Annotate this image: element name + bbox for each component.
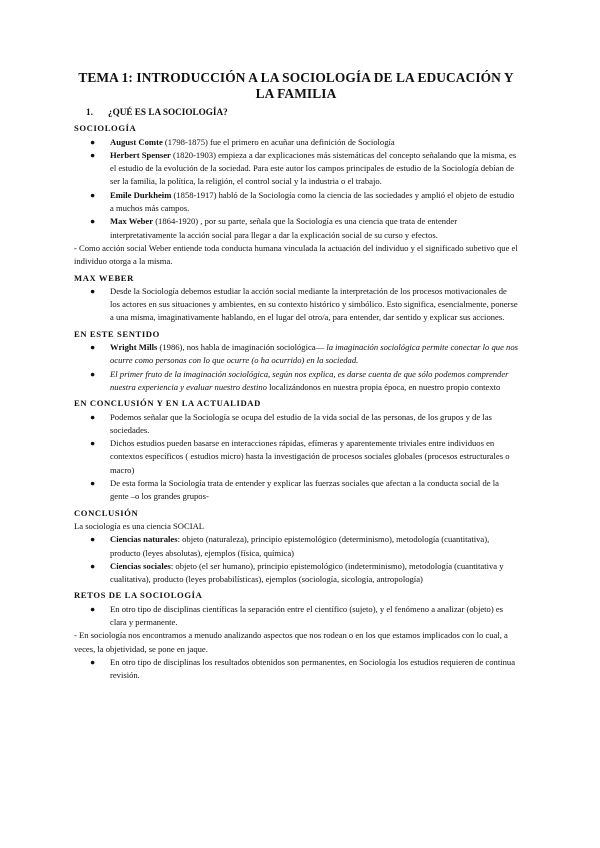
bullet-icon: ● (90, 438, 96, 449)
list-item: ● Max Weber (1864-1920) , por su parte, señala que la Sociología es una ciencia que trata de entender interpretativamente la acción social para llegar a dar la explicación social de su curso y efectos. (90, 216, 458, 240)
list-item: ● Ciencias naturales: objeto (naturaleza), principio epistemológico (determinismo), metodología (cuantitativa), producto (leyes absolutas), ejemplos (física, química) (90, 534, 490, 558)
section-label: ¿QUÉ ES LA SOCIOLOGÍA? (108, 107, 228, 117)
sentido-list (74, 341, 518, 394)
conclusion-actualidad-list (74, 411, 518, 504)
heading-retos: RETOS DE LA SOCIOLOGÍA (74, 590, 203, 601)
sociologia-list (74, 136, 518, 242)
bullet-icon: ● (90, 656, 96, 667)
bullet-icon: ● (90, 285, 96, 296)
document-title: TEMA 1: INTRODUCCIÓN A LA SOCIOLOGÍA DE LA EDUCACIÓN Y LA FAMILIA (78, 70, 514, 101)
heading-sociologia: SOCIOLOGÍA (74, 123, 137, 134)
retos-list-1 (74, 603, 518, 630)
list-item: ● Wright Mills (1986), nos habla de imaginación sociológica— la imaginación sociológica permite conectar lo que nos ocurre como personas con lo que ocurre (o ha ocurrido) en la sociedad. (90, 342, 518, 366)
conclusion-intro: La sociología es una ciencia SOCIAL (74, 520, 205, 531)
heading-conclusion-actualidad: EN CONCLUSIÓN Y EN LA ACTUALIDAD (74, 398, 261, 409)
heading-max-weber: MAX WEBER (74, 272, 134, 283)
bullet-icon: ● (90, 149, 96, 160)
bullet-icon: ● (90, 534, 96, 545)
bullet-icon: ● (90, 136, 96, 147)
list-item: ● Herbert Spenser (1820-1903) empieza a dar explicaciones más sistemáticas del concepto señalando que la misma, es el estudio de la evolución de la sociedad. Para este autor los campos principales de estudio de la Sociología debían de ser la familia, la política, la religión, el control social y la industria o el trabajo. (90, 149, 517, 187)
heading-en-este-sentido: EN ESTE SENTIDO (74, 328, 160, 339)
section-number: 1. (86, 107, 93, 117)
bullet-icon: ● (90, 560, 96, 571)
bullet-icon: ● (90, 216, 96, 227)
retos-note: - En sociología nos encontramos a menudo analizando aspectos que nos rodean o en los que estamos implicados con lo cual, a veces, la objetividad, se pone en jaque. (74, 630, 508, 654)
list-item: ● De esta forma la Sociología trata de entender y explicar las fuerzas sociales que afectan a la conducta social de la gente –o los grandes grupos- (90, 478, 499, 502)
bullet-icon: ● (90, 342, 96, 353)
conclusion-list (74, 533, 518, 586)
list-item: ● Emile Durkheim (1858-1917) habló de la Sociología como la ciencia de las sociedades y amplió el objeto de estudio a muchos más campos. (90, 189, 515, 214)
bullet-icon: ● (90, 368, 96, 379)
bullet-icon: ● (90, 411, 96, 422)
list-item: ● Dichos estudios pueden basarse en interacciones rápidas, efímeras y aparentemente triviales entre individuos en contextos específicos ( estudios micro) hasta la investigación de procesos sociales globales (procesos estructurales o macro) (90, 438, 510, 475)
list-item: ● August Comte (1798-1875) fue el primero en acuñar una definición de Sociología (74, 136, 518, 149)
list-item: ● En otro tipo de disciplinas científicas la separación entre el científico (sujeto), y el fenómeno a analizar (objeto) es clara y permanente. (90, 603, 504, 627)
bullet-icon: ● (90, 189, 96, 200)
list-item: ● Desde la Sociología debemos estudiar la acción social mediante la interpretación de los procesos motivacionales de los actores en sus situaciones y ambientes, en su contexto histórico y simbólico. Esto significa, esencialmente, ponerse a una misma, imaginativamente hablando, en el lugar del otro/a, para entender, dar sentido y explicar sus acciones. (90, 285, 518, 323)
list-item: ● Podemos señalar que la Sociología se ocupa del estudio de la vida social de las personas, de los grupos y de las sociedades. (90, 411, 492, 435)
list-item: ● Ciencias sociales: objeto (el ser humano), principio epistemológico (indeterminismo), metodología (cuantitativa y cualitativa), producto (leyes probabilísticas), ejemplos (sociología, sicología, antropología) (90, 560, 504, 585)
heading-conclusion: CONCLUSIÓN (74, 507, 139, 518)
list-item: ● En otro tipo de disciplinas los resultados obtenidos son permanentes, en Sociología los estudios requieren de continua revisión. (90, 656, 516, 681)
list-item: ● El primer fruto de la imaginación sociológica, según nos explica, es darse cuenta de que sólo podemos comprender nuestra experiencia y evaluar nuestro destino localizándonos en nuestra propia época, en nuestro propio contexto (90, 368, 509, 392)
section-heading (74, 106, 518, 119)
maxweber-list (74, 285, 518, 325)
bullet-icon: ● (90, 603, 96, 614)
weber-note: - Como acción social Weber entiende toda conducta humana vinculada la actuación del individuo y el significado subetivo que el individuo otorga a la misma. (74, 242, 518, 267)
bullet-icon: ● (90, 478, 96, 489)
retos-list-2 (74, 656, 518, 683)
